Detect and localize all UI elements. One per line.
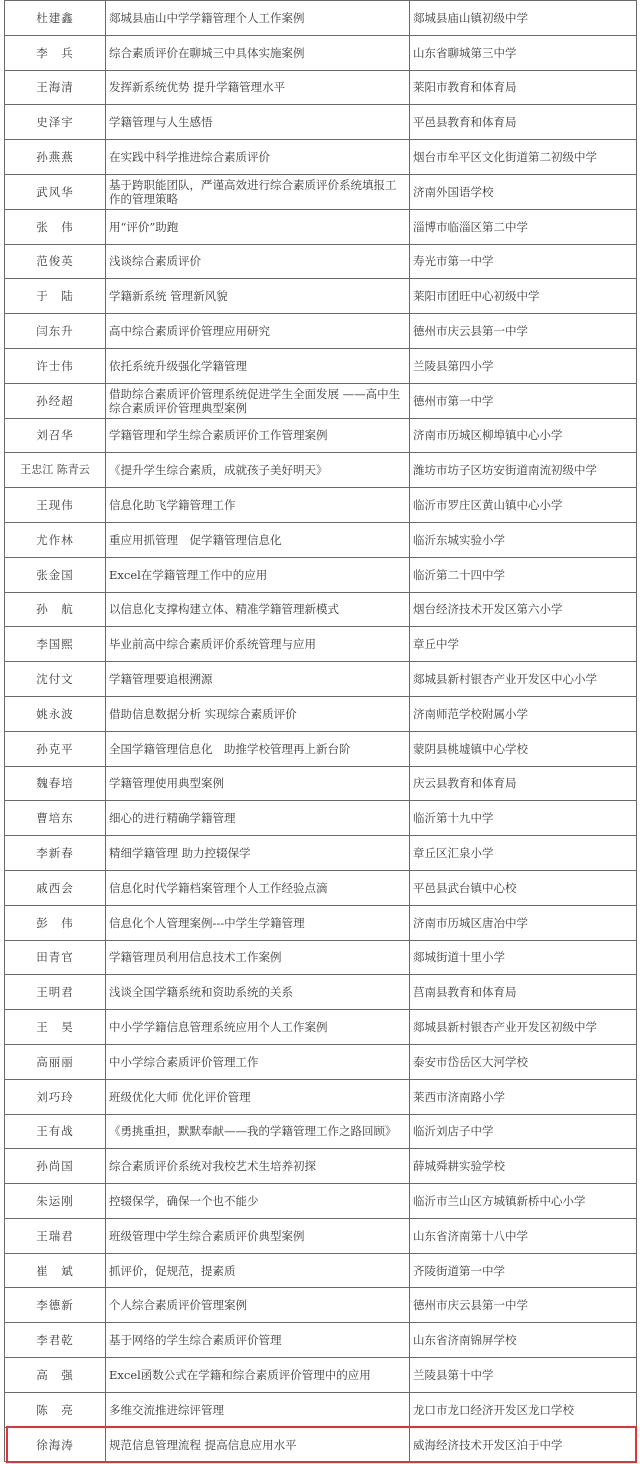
organization-cell: 临沂市罗庄区黄山镇中心小学 <box>410 488 637 523</box>
author-cell: 彭 伟 <box>5 905 106 940</box>
table-row <box>5 801 637 836</box>
paper-title-cell: 精细学籍管理 助力控辍保学 <box>106 836 410 871</box>
organization-cell: 德州市庆云县第一中学 <box>410 1288 637 1323</box>
author-cell: 尤作林 <box>5 522 106 557</box>
author-cell: 王 昊 <box>5 1010 106 1045</box>
table-row <box>5 174 637 209</box>
paper-title-cell: 基于跨职能团队，严谨高效进行综合素质评价系统填报工作的管理策略 <box>106 174 410 209</box>
paper-title-cell: 控辍保学，确保一个也不能少 <box>106 1184 410 1219</box>
table-row <box>5 279 637 314</box>
organization-cell: 兰陵县第十中学 <box>410 1358 637 1393</box>
table-row <box>5 244 637 279</box>
author-cell: 孙尚国 <box>5 1149 106 1184</box>
paper-title-cell: 学籍管理与人生感悟 <box>106 105 410 140</box>
table-row <box>5 1114 637 1149</box>
paper-title-cell: 班级优化大师 优化评价管理 <box>106 1079 410 1114</box>
organization-cell: 山东省济南锦屏学校 <box>410 1323 637 1358</box>
table-row <box>5 70 637 105</box>
author-cell: 戚西会 <box>5 870 106 905</box>
author-cell: 徐海涛 <box>5 1427 106 1462</box>
author-cell: 范俊英 <box>5 244 106 279</box>
paper-title-cell: 抓评价，促规范，提素质 <box>106 1253 410 1288</box>
organization-cell: 临沂第二十四中学 <box>410 557 637 592</box>
author-cell: 王忠江 陈青云 <box>5 453 106 488</box>
paper-title-cell: 信息化个人管理案例---中学生学籍管理 <box>106 905 410 940</box>
table-row <box>5 1392 637 1427</box>
organization-cell: 临沂东城实验小学 <box>410 522 637 557</box>
author-cell: 高 强 <box>5 1358 106 1393</box>
organization-cell: 德州市庆云县第一中学 <box>410 314 637 349</box>
organization-cell: 潍坊市坊子区坊安街道南流初级中学 <box>410 453 637 488</box>
paper-title-cell: 个人综合素质评价管理案例 <box>106 1288 410 1323</box>
author-cell: 魏春培 <box>5 766 106 801</box>
table-row <box>5 418 637 453</box>
table-row <box>5 1253 637 1288</box>
author-cell: 孙燕燕 <box>5 140 106 175</box>
author-cell: 刘召华 <box>5 418 106 453</box>
organization-cell: 平邑县教育和体育局 <box>410 105 637 140</box>
table-row <box>5 314 637 349</box>
paper-title-cell: 浅谈综合素质评价 <box>106 244 410 279</box>
table-row <box>5 696 637 731</box>
organization-cell: 济南师范学校附属小学 <box>410 696 637 731</box>
organization-cell: 泰安市岱岳区大河学校 <box>410 1044 637 1079</box>
table-row <box>5 975 637 1010</box>
table-row <box>5 105 637 140</box>
table-row <box>5 1358 637 1393</box>
author-cell: 姚永波 <box>5 696 106 731</box>
award-table <box>4 0 637 1462</box>
table-row <box>5 1323 637 1358</box>
paper-title-cell: 借助综合素质评价管理系统促进学生全面发展 ——高中生综合素质评价管理典型案例 <box>106 383 410 418</box>
organization-cell: 寿光市第一中学 <box>410 244 637 279</box>
paper-title-cell: 全国学籍管理信息化 助推学校管理再上新台阶 <box>106 731 410 766</box>
organization-cell: 济南市历城区柳埠镇中心小学 <box>410 418 637 453</box>
organization-cell: 德州市第一中学 <box>410 383 637 418</box>
author-cell: 李 兵 <box>5 35 106 70</box>
organization-cell: 郯城县庙山镇初级中学 <box>410 1 637 36</box>
organization-cell: 兰陵县第四小学 <box>410 348 637 383</box>
author-cell: 刘巧玲 <box>5 1079 106 1114</box>
paper-title-cell: 学籍管理和学生综合素质评价工作管理案例 <box>106 418 410 453</box>
paper-title-cell: 郯城县庙山中学学籍管理个人工作案例 <box>106 1 410 36</box>
author-cell: 于 陆 <box>5 279 106 314</box>
table-row <box>5 870 637 905</box>
organization-cell: 烟台市牟平区文化街道第二初级中学 <box>410 140 637 175</box>
author-cell: 王明君 <box>5 975 106 1010</box>
table-row <box>5 1427 637 1462</box>
organization-cell: 淄博市临淄区第二中学 <box>410 209 637 244</box>
author-cell: 陈 亮 <box>5 1392 106 1427</box>
table-row <box>5 383 637 418</box>
table-row <box>5 557 637 592</box>
organization-cell: 郯城县新村银杏产业开发区初级中学 <box>410 1010 637 1045</box>
paper-title-cell: 信息化助飞学籍管理工作 <box>106 488 410 523</box>
organization-cell: 莱阳市教育和体育局 <box>410 70 637 105</box>
paper-title-cell: 高中综合素质评价管理应用研究 <box>106 314 410 349</box>
paper-title-cell: 综合素质评价在聊城三中具体实施案例 <box>106 35 410 70</box>
author-cell: 沈付文 <box>5 662 106 697</box>
organization-cell: 郯城街道十里小学 <box>410 940 637 975</box>
table-row <box>5 140 637 175</box>
paper-title-cell: 班级管理中学生综合素质评价典型案例 <box>106 1218 410 1253</box>
author-cell: 高丽丽 <box>5 1044 106 1079</box>
paper-title-cell: 重应用抓管理 促学籍管理信息化 <box>106 522 410 557</box>
table-row <box>5 522 637 557</box>
author-cell: 许士伟 <box>5 348 106 383</box>
author-cell: 王现伟 <box>5 488 106 523</box>
organization-cell: 庆云县教育和体育局 <box>410 766 637 801</box>
table-row <box>5 209 637 244</box>
organization-cell: 莒南县教育和体育局 <box>410 975 637 1010</box>
table-row <box>5 453 637 488</box>
paper-title-cell: 在实践中科学推进综合素质评价 <box>106 140 410 175</box>
table-row <box>5 940 637 975</box>
paper-title-cell: 毕业前高中综合素质评价系统管理与应用 <box>106 627 410 662</box>
paper-title-cell: 信息化时代学籍档案管理个人工作经验点滴 <box>106 870 410 905</box>
organization-cell: 济南外国语学校 <box>410 174 637 209</box>
author-cell: 闫东升 <box>5 314 106 349</box>
paper-title-cell: 综合素质评价系统对我校艺术生培养初探 <box>106 1149 410 1184</box>
organization-cell: 山东省聊城第三中学 <box>410 35 637 70</box>
organization-cell: 章丘区汇泉小学 <box>410 836 637 871</box>
table-row <box>5 1010 637 1045</box>
paper-title-cell: 学籍管理员利用信息技术工作案例 <box>106 940 410 975</box>
table-row <box>5 662 637 697</box>
table-row <box>5 1044 637 1079</box>
organization-cell: 烟台经济技术开发区第六小学 <box>410 592 637 627</box>
organization-cell: 薛城舜耕实验学校 <box>410 1149 637 1184</box>
award-table-body <box>5 1 637 1462</box>
paper-title-cell: 《勇挑重担，默默奉献——我的学籍管理工作之路回顾》 <box>106 1114 410 1149</box>
organization-cell: 山东省济南第十八中学 <box>410 1218 637 1253</box>
table-row <box>5 627 637 662</box>
paper-title-cell: 以信息化支撑构建立体、精准学籍管理新模式 <box>106 592 410 627</box>
paper-title-cell: 发挥新系统优势 提升学籍管理水平 <box>106 70 410 105</box>
table-row <box>5 35 637 70</box>
author-cell: 杜建鑫 <box>5 1 106 36</box>
table-row <box>5 1184 637 1219</box>
paper-title-cell: 规范信息管理流程 提高信息应用水平 <box>106 1427 410 1462</box>
organization-cell: 威海经济技术开发区泊于中学 <box>410 1427 637 1462</box>
table-row <box>5 766 637 801</box>
author-cell: 王有战 <box>5 1114 106 1149</box>
author-cell: 朱运刚 <box>5 1184 106 1219</box>
organization-cell: 临沂市兰山区方城镇新桥中心小学 <box>410 1184 637 1219</box>
paper-title-cell: 《提升学生综合素质，成就孩子美好明天》 <box>106 453 410 488</box>
paper-title-cell: 学籍管理使用典型案例 <box>106 766 410 801</box>
organization-cell: 龙口市龙口经济开发区龙口学校 <box>410 1392 637 1427</box>
author-cell: 武风华 <box>5 174 106 209</box>
organization-cell: 蒙阴县桃墟镇中心学校 <box>410 731 637 766</box>
table-row <box>5 1288 637 1323</box>
paper-title-cell: 中小学综合素质评价管理工作 <box>106 1044 410 1079</box>
author-cell: 王瑞君 <box>5 1218 106 1253</box>
paper-title-cell: 借助信息数据分析 实现综合素质评价 <box>106 696 410 731</box>
author-cell: 李国熙 <box>5 627 106 662</box>
author-cell: 王海清 <box>5 70 106 105</box>
paper-title-cell: Excel在学籍管理工作中的应用 <box>106 557 410 592</box>
paper-title-cell: 用“评价”助跑 <box>106 209 410 244</box>
award-table-wrapper <box>4 0 636 1462</box>
organization-cell: 济南市历城区唐冶中学 <box>410 905 637 940</box>
paper-title-cell: 基于网络的学生综合素质评价管理 <box>106 1323 410 1358</box>
author-cell: 曹培东 <box>5 801 106 836</box>
organization-cell: 章丘中学 <box>410 627 637 662</box>
author-cell: 史泽宇 <box>5 105 106 140</box>
paper-title-cell: 多维交流推进综评管理 <box>106 1392 410 1427</box>
table-row <box>5 1079 637 1114</box>
table-row <box>5 1 637 36</box>
author-cell: 张 伟 <box>5 209 106 244</box>
table-row <box>5 488 637 523</box>
table-row <box>5 1149 637 1184</box>
paper-title-cell: 学籍新系统 管理新风貌 <box>106 279 410 314</box>
author-cell: 孙经超 <box>5 383 106 418</box>
organization-cell: 平邑县武台镇中心校 <box>410 870 637 905</box>
organization-cell: 郯城县新村银杏产业开发区中心小学 <box>410 662 637 697</box>
paper-title-cell: 浅谈全国学籍系统和资助系统的关系 <box>106 975 410 1010</box>
paper-title-cell: 依托系统升级强化学籍管理 <box>106 348 410 383</box>
author-cell: 孙 航 <box>5 592 106 627</box>
author-cell: 田青官 <box>5 940 106 975</box>
organization-cell: 临沂刘店子中学 <box>410 1114 637 1149</box>
paper-title-cell: Excel函数公式在学籍和综合素质评价管理中的应用 <box>106 1358 410 1393</box>
table-row <box>5 348 637 383</box>
author-cell: 崔 斌 <box>5 1253 106 1288</box>
table-row <box>5 1218 637 1253</box>
author-cell: 孙克平 <box>5 731 106 766</box>
author-cell: 张金国 <box>5 557 106 592</box>
organization-cell: 莱西市济南路小学 <box>410 1079 637 1114</box>
organization-cell: 齐陵街道第一中学 <box>410 1253 637 1288</box>
author-cell: 李德新 <box>5 1288 106 1323</box>
author-cell: 李君乾 <box>5 1323 106 1358</box>
table-row <box>5 905 637 940</box>
organization-cell: 莱阳市团旺中心初级中学 <box>410 279 637 314</box>
table-row <box>5 592 637 627</box>
paper-title-cell: 细心的进行精确学籍管理 <box>106 801 410 836</box>
paper-title-cell: 中小学学籍信息管理系统应用个人工作案例 <box>106 1010 410 1045</box>
author-cell: 李新春 <box>5 836 106 871</box>
table-row <box>5 836 637 871</box>
paper-title-cell: 学籍管理要追根溯源 <box>106 662 410 697</box>
organization-cell: 临沂第十九中学 <box>410 801 637 836</box>
table-row <box>5 731 637 766</box>
